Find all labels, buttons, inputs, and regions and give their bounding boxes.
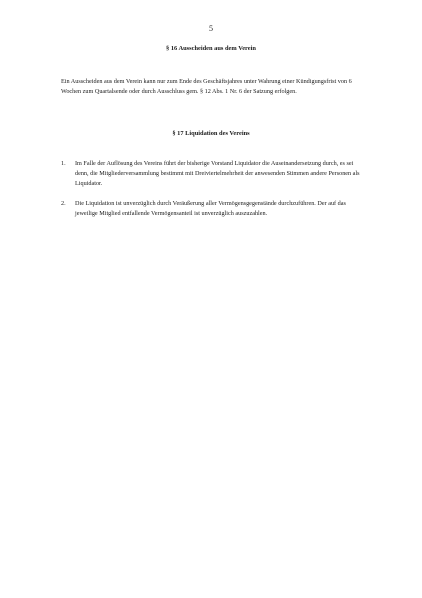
list-item-number: 1. [61,160,66,167]
section-16-heading: § 16 Ausscheiden aus dem Verein [166,45,256,52]
section-17-heading: § 17 Liquidation des Vereins [172,130,250,137]
list-item [61,199,365,219]
section-16-paragraph: Ein Ausscheiden aus dem Verein kann nur zum Ende des Geschäftsjahres unter Wahrung einer Kündigungsfrist von 6 Wochen zum Quartalsende oder durch Ausschluss gem. § 12 Abs. 1 Nr. 6 der Satzung erfolgen. [61,78,352,95]
list-item [61,159,365,189]
page-number: 5 [209,24,213,33]
section-17-list [61,159,365,229]
list-item-number: 2. [61,200,66,207]
list-item-text: Die Liquidation ist unverzüglich durch Veräußerung aller Vermögensgegenstände durchzuführen. Der auf das jeweilige Mitglied entfallende Vermögensanteil ist unverzüglich auszuzahlen. [75,200,346,217]
list-item-text: Im Falle der Auflösung des Vereins führt der bisherige Vorstand Liquidator die Auseinandersetzung durch, es sei denn, die Mitgliederversammlung bestimmt mit Dreiviertelmehrheit der anwesenden Stimmen andere Personen als Liquidator. [75,160,360,187]
